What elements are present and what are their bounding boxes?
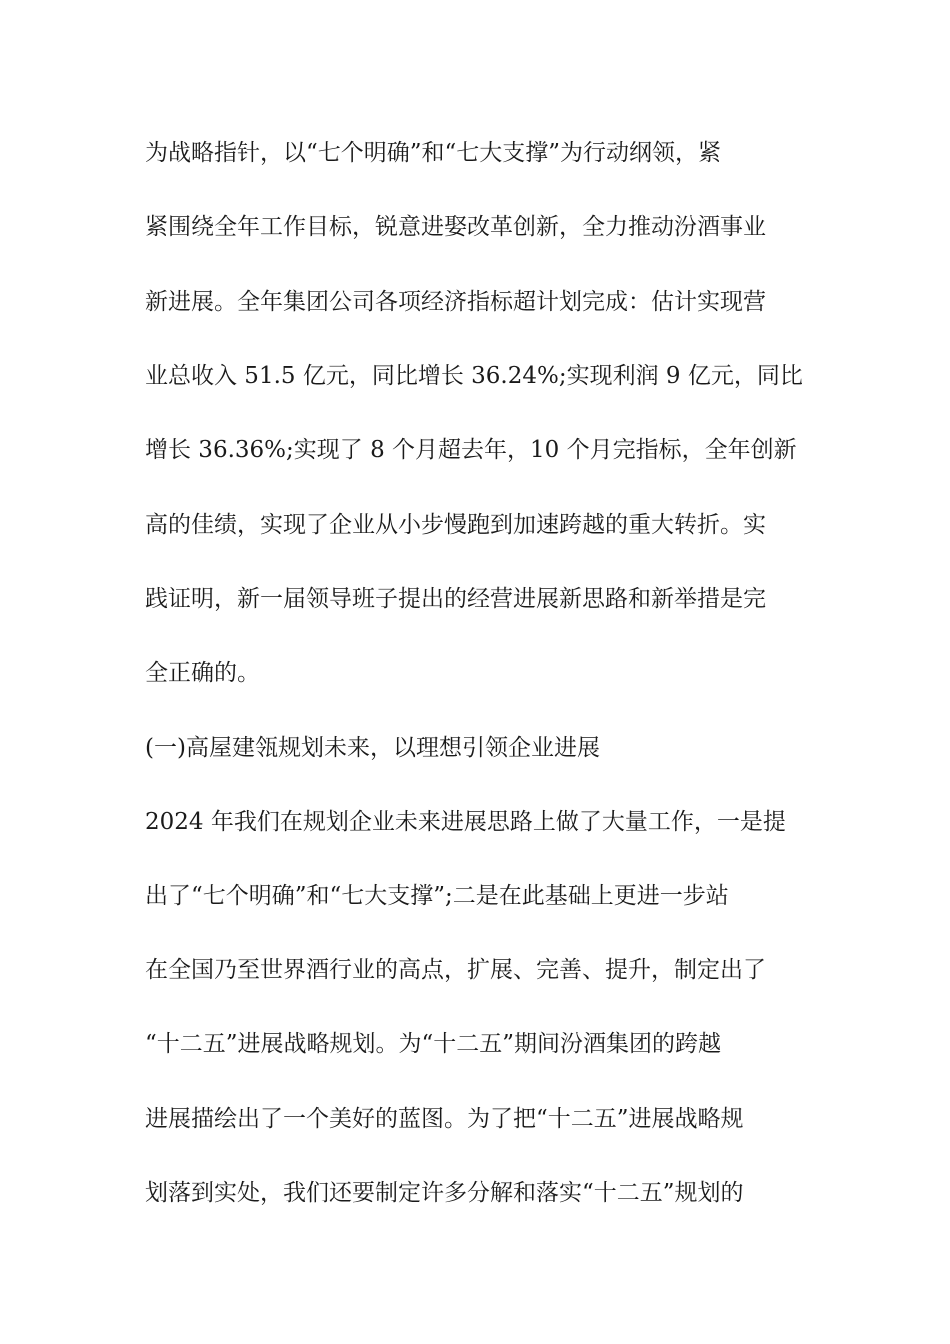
paragraph-line: 高的佳绩，实现了企业从小步慢跑到加速跨越的重大转折。实: [145, 512, 766, 538]
paragraph-line: 全正确的。: [145, 660, 260, 686]
paragraph-line: 进展描绘出了一个美好的蓝图。为了把“十二五”进展战略规: [145, 1106, 744, 1132]
paragraph-line: 划落到实处，我们还要制定许多分解和落实“十二五”规划的: [145, 1180, 744, 1206]
paragraph-line: 践证明，新一届领导班子提出的经营进展新思路和新举措是完: [145, 586, 766, 612]
paragraph-line: 在全国乃至世界酒行业的高点，扩展、完善、提升，制定出了: [145, 957, 766, 983]
paragraph-line: 出了“七个明确”和“七大支撑”;二是在此基础上更进一步站: [145, 883, 729, 909]
paragraph-line: 2024 年我们在规划企业未来进展思路上做了大量工作，一是提: [145, 809, 786, 835]
paragraph-line: 增长 36.36%;实现了 8 个月超去年，10 个月完指标，全年创新: [145, 437, 797, 463]
paragraph-line: 为战略指针，以“七个明确”和“七大支撑”为行动纲领，紧: [145, 140, 722, 166]
section-heading: (一)高屋建瓴规划未来，以理想引领企业进展: [145, 735, 600, 761]
paragraph-line: 新进展。全年集团公司各项经济指标超计划完成：估计实现营: [145, 289, 766, 315]
paragraph-line: 紧围绕全年工作目标，锐意进娶改革创新，全力推动汾酒事业: [145, 214, 766, 240]
paragraph-line: “十二五”进展战略规划。为“十二五”期间汾酒集团的跨越: [145, 1031, 722, 1057]
paragraph-line: 业总收入 51.5 亿元，同比增长 36.24%;实现利润 9 亿元，同比: [145, 363, 803, 389]
